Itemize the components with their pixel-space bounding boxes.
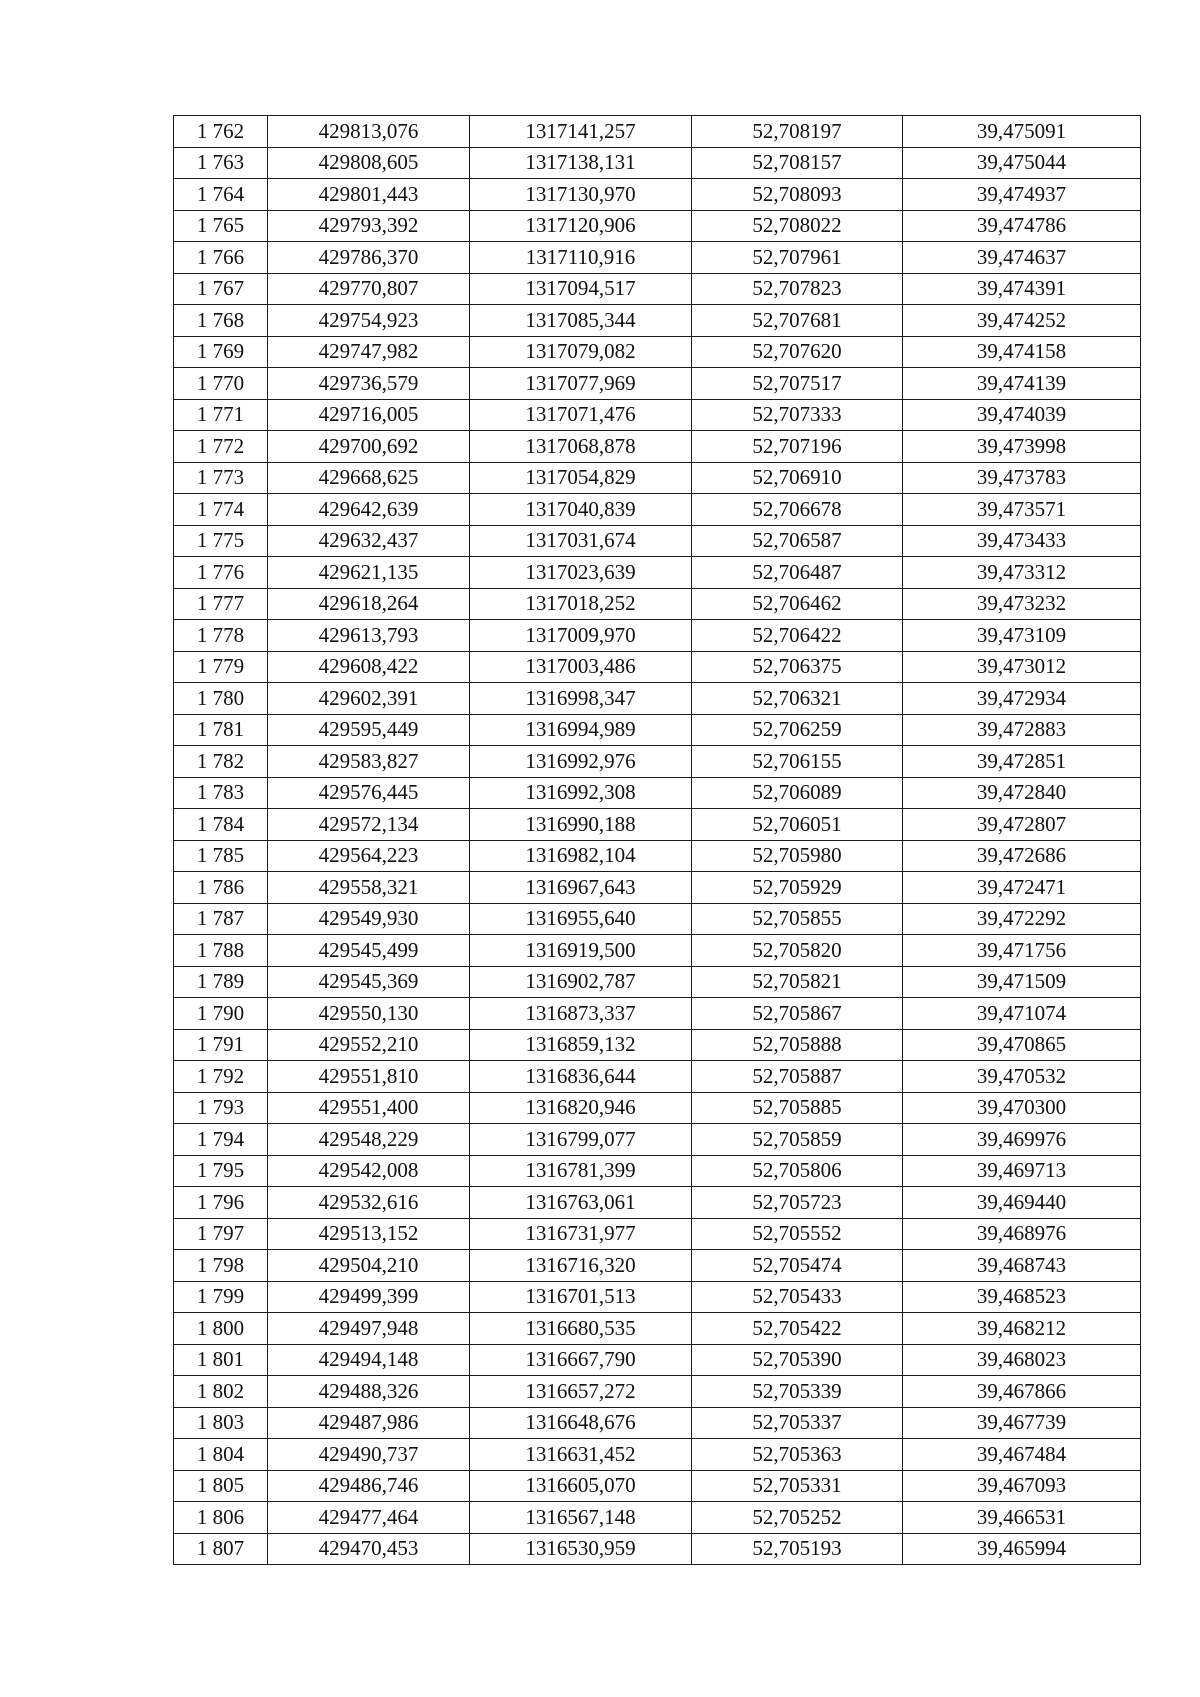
point-number-cell: 1 775 xyxy=(174,525,268,557)
longitude-cell: 39,471074 xyxy=(903,998,1141,1030)
latitude-cell: 52,707517 xyxy=(692,368,903,400)
x-coordinate-cell: 429497,948 xyxy=(268,1313,470,1345)
latitude-cell: 52,705363 xyxy=(692,1439,903,1471)
latitude-cell: 52,705859 xyxy=(692,1124,903,1156)
y-coordinate-cell: 1317071,476 xyxy=(470,399,692,431)
latitude-cell: 52,706422 xyxy=(692,620,903,652)
latitude-cell: 52,705422 xyxy=(692,1313,903,1345)
table-row xyxy=(174,935,1141,967)
longitude-cell: 39,470865 xyxy=(903,1029,1141,1061)
x-coordinate-cell: 429542,008 xyxy=(268,1155,470,1187)
x-coordinate-cell: 429545,499 xyxy=(268,935,470,967)
longitude-cell: 39,467093 xyxy=(903,1470,1141,1502)
table-row xyxy=(174,368,1141,400)
latitude-cell: 52,707681 xyxy=(692,305,903,337)
x-coordinate-cell: 429583,827 xyxy=(268,746,470,778)
table-row xyxy=(174,1218,1141,1250)
y-coordinate-cell: 1316859,132 xyxy=(470,1029,692,1061)
point-number-cell: 1 802 xyxy=(174,1376,268,1408)
y-coordinate-cell: 1316873,337 xyxy=(470,998,692,1030)
point-number-cell: 1 795 xyxy=(174,1155,268,1187)
point-number-cell: 1 779 xyxy=(174,651,268,683)
point-number-cell: 1 805 xyxy=(174,1470,268,1502)
point-number-cell: 1 807 xyxy=(174,1533,268,1565)
point-number-cell: 1 778 xyxy=(174,620,268,652)
point-number-cell: 1 794 xyxy=(174,1124,268,1156)
point-number-cell: 1 785 xyxy=(174,840,268,872)
table-row xyxy=(174,620,1141,652)
table-row xyxy=(174,1407,1141,1439)
table-row xyxy=(174,179,1141,211)
x-coordinate-cell: 429490,737 xyxy=(268,1439,470,1471)
x-coordinate-cell: 429552,210 xyxy=(268,1029,470,1061)
x-coordinate-cell: 429564,223 xyxy=(268,840,470,872)
longitude-cell: 39,472883 xyxy=(903,714,1141,746)
table-row xyxy=(174,1155,1141,1187)
y-coordinate-cell: 1316990,188 xyxy=(470,809,692,841)
latitude-cell: 52,707196 xyxy=(692,431,903,463)
table-row xyxy=(174,966,1141,998)
table-row xyxy=(174,1502,1141,1534)
y-coordinate-cell: 1316667,790 xyxy=(470,1344,692,1376)
y-coordinate-cell: 1316982,104 xyxy=(470,840,692,872)
longitude-cell: 39,469713 xyxy=(903,1155,1141,1187)
latitude-cell: 52,705929 xyxy=(692,872,903,904)
latitude-cell: 52,706678 xyxy=(692,494,903,526)
longitude-cell: 39,469440 xyxy=(903,1187,1141,1219)
point-number-cell: 1 768 xyxy=(174,305,268,337)
point-number-cell: 1 798 xyxy=(174,1250,268,1282)
table-row xyxy=(174,1250,1141,1282)
x-coordinate-cell: 429747,982 xyxy=(268,336,470,368)
y-coordinate-cell: 1316680,535 xyxy=(470,1313,692,1345)
y-coordinate-cell: 1317009,970 xyxy=(470,620,692,652)
longitude-cell: 39,472807 xyxy=(903,809,1141,841)
y-coordinate-cell: 1316763,061 xyxy=(470,1187,692,1219)
table-row xyxy=(174,840,1141,872)
x-coordinate-cell: 429532,616 xyxy=(268,1187,470,1219)
table-row xyxy=(174,1061,1141,1093)
table-row xyxy=(174,557,1141,589)
latitude-cell: 52,706462 xyxy=(692,588,903,620)
table-row xyxy=(174,1533,1141,1565)
table-row xyxy=(174,1470,1141,1502)
longitude-cell: 39,474786 xyxy=(903,210,1141,242)
point-number-cell: 1 801 xyxy=(174,1344,268,1376)
longitude-cell: 39,474637 xyxy=(903,242,1141,274)
longitude-cell: 39,468023 xyxy=(903,1344,1141,1376)
y-coordinate-cell: 1316998,347 xyxy=(470,683,692,715)
longitude-cell: 39,468212 xyxy=(903,1313,1141,1345)
longitude-cell: 39,467739 xyxy=(903,1407,1141,1439)
table-row xyxy=(174,242,1141,274)
longitude-cell: 39,473433 xyxy=(903,525,1141,557)
table-row xyxy=(174,651,1141,683)
table-row xyxy=(174,431,1141,463)
point-number-cell: 1 790 xyxy=(174,998,268,1030)
y-coordinate-cell: 1316631,452 xyxy=(470,1439,692,1471)
y-coordinate-cell: 1316955,640 xyxy=(470,903,692,935)
point-number-cell: 1 780 xyxy=(174,683,268,715)
table-row xyxy=(174,336,1141,368)
y-coordinate-cell: 1317068,878 xyxy=(470,431,692,463)
y-coordinate-cell: 1316567,148 xyxy=(470,1502,692,1534)
x-coordinate-cell: 429548,229 xyxy=(268,1124,470,1156)
x-coordinate-cell: 429801,443 xyxy=(268,179,470,211)
longitude-cell: 39,473109 xyxy=(903,620,1141,652)
table-row xyxy=(174,525,1141,557)
y-coordinate-cell: 1317079,082 xyxy=(470,336,692,368)
latitude-cell: 52,705867 xyxy=(692,998,903,1030)
latitude-cell: 52,705193 xyxy=(692,1533,903,1565)
y-coordinate-cell: 1317120,906 xyxy=(470,210,692,242)
longitude-cell: 39,467866 xyxy=(903,1376,1141,1408)
x-coordinate-cell: 429668,625 xyxy=(268,462,470,494)
point-number-cell: 1 773 xyxy=(174,462,268,494)
longitude-cell: 39,473571 xyxy=(903,494,1141,526)
longitude-cell: 39,465994 xyxy=(903,1533,1141,1565)
longitude-cell: 39,474039 xyxy=(903,399,1141,431)
point-number-cell: 1 804 xyxy=(174,1439,268,1471)
table-row xyxy=(174,683,1141,715)
table-row xyxy=(174,273,1141,305)
latitude-cell: 52,705390 xyxy=(692,1344,903,1376)
y-coordinate-cell: 1316967,643 xyxy=(470,872,692,904)
x-coordinate-cell: 429470,453 xyxy=(268,1533,470,1565)
x-coordinate-cell: 429770,807 xyxy=(268,273,470,305)
table-row xyxy=(174,1439,1141,1471)
y-coordinate-cell: 1316781,399 xyxy=(470,1155,692,1187)
table-row xyxy=(174,1187,1141,1219)
y-coordinate-cell: 1316657,272 xyxy=(470,1376,692,1408)
longitude-cell: 39,472471 xyxy=(903,872,1141,904)
latitude-cell: 52,707620 xyxy=(692,336,903,368)
latitude-cell: 52,707961 xyxy=(692,242,903,274)
latitude-cell: 52,706487 xyxy=(692,557,903,589)
x-coordinate-cell: 429551,810 xyxy=(268,1061,470,1093)
latitude-cell: 52,705855 xyxy=(692,903,903,935)
point-number-cell: 1 789 xyxy=(174,966,268,998)
y-coordinate-cell: 1317110,916 xyxy=(470,242,692,274)
longitude-cell: 39,475044 xyxy=(903,147,1141,179)
y-coordinate-cell: 1317141,257 xyxy=(470,116,692,148)
x-coordinate-cell: 429513,152 xyxy=(268,1218,470,1250)
point-number-cell: 1 774 xyxy=(174,494,268,526)
table-row xyxy=(174,777,1141,809)
table-row xyxy=(174,746,1141,778)
y-coordinate-cell: 1316716,320 xyxy=(470,1250,692,1282)
y-coordinate-cell: 1317130,970 xyxy=(470,179,692,211)
latitude-cell: 52,705820 xyxy=(692,935,903,967)
y-coordinate-cell: 1317003,486 xyxy=(470,651,692,683)
latitude-cell: 52,706089 xyxy=(692,777,903,809)
y-coordinate-cell: 1316992,308 xyxy=(470,777,692,809)
table-row xyxy=(174,305,1141,337)
point-number-cell: 1 783 xyxy=(174,777,268,809)
table-row xyxy=(174,1313,1141,1345)
table-row xyxy=(174,809,1141,841)
longitude-cell: 39,472934 xyxy=(903,683,1141,715)
latitude-cell: 52,705433 xyxy=(692,1281,903,1313)
point-number-cell: 1 787 xyxy=(174,903,268,935)
table-row xyxy=(174,998,1141,1030)
longitude-cell: 39,466531 xyxy=(903,1502,1141,1534)
latitude-cell: 52,705980 xyxy=(692,840,903,872)
y-coordinate-cell: 1317077,969 xyxy=(470,368,692,400)
point-number-cell: 1 792 xyxy=(174,1061,268,1093)
coordinates-table-body xyxy=(174,116,1141,1565)
coordinates-table xyxy=(173,115,1141,1565)
longitude-cell: 39,473783 xyxy=(903,462,1141,494)
table-row xyxy=(174,116,1141,148)
x-coordinate-cell: 429613,793 xyxy=(268,620,470,652)
x-coordinate-cell: 429551,400 xyxy=(268,1092,470,1124)
y-coordinate-cell: 1317138,131 xyxy=(470,147,692,179)
longitude-cell: 39,474252 xyxy=(903,305,1141,337)
x-coordinate-cell: 429618,264 xyxy=(268,588,470,620)
table-row xyxy=(174,147,1141,179)
table-row xyxy=(174,399,1141,431)
latitude-cell: 52,707333 xyxy=(692,399,903,431)
latitude-cell: 52,708157 xyxy=(692,147,903,179)
table-row xyxy=(174,1376,1141,1408)
longitude-cell: 39,473232 xyxy=(903,588,1141,620)
point-number-cell: 1 796 xyxy=(174,1187,268,1219)
x-coordinate-cell: 429736,579 xyxy=(268,368,470,400)
table-row xyxy=(174,210,1141,242)
table-row xyxy=(174,714,1141,746)
latitude-cell: 52,707823 xyxy=(692,273,903,305)
point-number-cell: 1 806 xyxy=(174,1502,268,1534)
longitude-cell: 39,468976 xyxy=(903,1218,1141,1250)
latitude-cell: 52,706375 xyxy=(692,651,903,683)
x-coordinate-cell: 429494,148 xyxy=(268,1344,470,1376)
y-coordinate-cell: 1317023,639 xyxy=(470,557,692,589)
point-number-cell: 1 800 xyxy=(174,1313,268,1345)
longitude-cell: 39,475091 xyxy=(903,116,1141,148)
latitude-cell: 52,708197 xyxy=(692,116,903,148)
point-number-cell: 1 797 xyxy=(174,1218,268,1250)
latitude-cell: 52,705331 xyxy=(692,1470,903,1502)
x-coordinate-cell: 429642,639 xyxy=(268,494,470,526)
x-coordinate-cell: 429716,005 xyxy=(268,399,470,431)
longitude-cell: 39,470300 xyxy=(903,1092,1141,1124)
latitude-cell: 52,706587 xyxy=(692,525,903,557)
x-coordinate-cell: 429608,422 xyxy=(268,651,470,683)
point-number-cell: 1 799 xyxy=(174,1281,268,1313)
point-number-cell: 1 770 xyxy=(174,368,268,400)
x-coordinate-cell: 429602,391 xyxy=(268,683,470,715)
x-coordinate-cell: 429572,134 xyxy=(268,809,470,841)
table-row xyxy=(174,1124,1141,1156)
x-coordinate-cell: 429487,986 xyxy=(268,1407,470,1439)
y-coordinate-cell: 1316902,787 xyxy=(470,966,692,998)
y-coordinate-cell: 1317054,829 xyxy=(470,462,692,494)
longitude-cell: 39,468523 xyxy=(903,1281,1141,1313)
y-coordinate-cell: 1316919,500 xyxy=(470,935,692,967)
longitude-cell: 39,474139 xyxy=(903,368,1141,400)
y-coordinate-cell: 1317040,839 xyxy=(470,494,692,526)
x-coordinate-cell: 429595,449 xyxy=(268,714,470,746)
point-number-cell: 1 788 xyxy=(174,935,268,967)
x-coordinate-cell: 429786,370 xyxy=(268,242,470,274)
point-number-cell: 1 767 xyxy=(174,273,268,305)
latitude-cell: 52,705806 xyxy=(692,1155,903,1187)
longitude-cell: 39,474937 xyxy=(903,179,1141,211)
latitude-cell: 52,705474 xyxy=(692,1250,903,1282)
y-coordinate-cell: 1316799,077 xyxy=(470,1124,692,1156)
latitude-cell: 52,706155 xyxy=(692,746,903,778)
latitude-cell: 52,705723 xyxy=(692,1187,903,1219)
point-number-cell: 1 777 xyxy=(174,588,268,620)
latitude-cell: 52,705339 xyxy=(692,1376,903,1408)
x-coordinate-cell: 429486,746 xyxy=(268,1470,470,1502)
point-number-cell: 1 765 xyxy=(174,210,268,242)
latitude-cell: 52,705552 xyxy=(692,1218,903,1250)
table-row xyxy=(174,1344,1141,1376)
latitude-cell: 52,708022 xyxy=(692,210,903,242)
longitude-cell: 39,472292 xyxy=(903,903,1141,935)
x-coordinate-cell: 429549,930 xyxy=(268,903,470,935)
longitude-cell: 39,472840 xyxy=(903,777,1141,809)
table-row xyxy=(174,872,1141,904)
longitude-cell: 39,474158 xyxy=(903,336,1141,368)
x-coordinate-cell: 429558,321 xyxy=(268,872,470,904)
table-row xyxy=(174,1029,1141,1061)
table-row xyxy=(174,903,1141,935)
point-number-cell: 1 764 xyxy=(174,179,268,211)
longitude-cell: 39,470532 xyxy=(903,1061,1141,1093)
x-coordinate-cell: 429499,399 xyxy=(268,1281,470,1313)
y-coordinate-cell: 1316994,989 xyxy=(470,714,692,746)
x-coordinate-cell: 429504,210 xyxy=(268,1250,470,1282)
table-row xyxy=(174,494,1141,526)
latitude-cell: 52,705337 xyxy=(692,1407,903,1439)
point-number-cell: 1 781 xyxy=(174,714,268,746)
y-coordinate-cell: 1316992,976 xyxy=(470,746,692,778)
longitude-cell: 39,467484 xyxy=(903,1439,1141,1471)
longitude-cell: 39,469976 xyxy=(903,1124,1141,1156)
x-coordinate-cell: 429793,392 xyxy=(268,210,470,242)
longitude-cell: 39,473998 xyxy=(903,431,1141,463)
point-number-cell: 1 762 xyxy=(174,116,268,148)
point-number-cell: 1 766 xyxy=(174,242,268,274)
point-number-cell: 1 784 xyxy=(174,809,268,841)
longitude-cell: 39,474391 xyxy=(903,273,1141,305)
latitude-cell: 52,705887 xyxy=(692,1061,903,1093)
longitude-cell: 39,473012 xyxy=(903,651,1141,683)
latitude-cell: 52,706321 xyxy=(692,683,903,715)
latitude-cell: 52,705821 xyxy=(692,966,903,998)
table-row xyxy=(174,588,1141,620)
longitude-cell: 39,468743 xyxy=(903,1250,1141,1282)
longitude-cell: 39,471509 xyxy=(903,966,1141,998)
latitude-cell: 52,705885 xyxy=(692,1092,903,1124)
y-coordinate-cell: 1317031,674 xyxy=(470,525,692,557)
y-coordinate-cell: 1316836,644 xyxy=(470,1061,692,1093)
point-number-cell: 1 763 xyxy=(174,147,268,179)
x-coordinate-cell: 429754,923 xyxy=(268,305,470,337)
point-number-cell: 1 786 xyxy=(174,872,268,904)
point-number-cell: 1 771 xyxy=(174,399,268,431)
x-coordinate-cell: 429545,369 xyxy=(268,966,470,998)
longitude-cell: 39,472686 xyxy=(903,840,1141,872)
x-coordinate-cell: 429621,135 xyxy=(268,557,470,589)
table-row xyxy=(174,462,1141,494)
point-number-cell: 1 776 xyxy=(174,557,268,589)
y-coordinate-cell: 1317085,344 xyxy=(470,305,692,337)
y-coordinate-cell: 1317094,517 xyxy=(470,273,692,305)
longitude-cell: 39,473312 xyxy=(903,557,1141,589)
y-coordinate-cell: 1316530,959 xyxy=(470,1533,692,1565)
latitude-cell: 52,706259 xyxy=(692,714,903,746)
latitude-cell: 52,705888 xyxy=(692,1029,903,1061)
y-coordinate-cell: 1316701,513 xyxy=(470,1281,692,1313)
point-number-cell: 1 772 xyxy=(174,431,268,463)
x-coordinate-cell: 429700,692 xyxy=(268,431,470,463)
x-coordinate-cell: 429488,326 xyxy=(268,1376,470,1408)
point-number-cell: 1 793 xyxy=(174,1092,268,1124)
point-number-cell: 1 803 xyxy=(174,1407,268,1439)
latitude-cell: 52,705252 xyxy=(692,1502,903,1534)
x-coordinate-cell: 429632,437 xyxy=(268,525,470,557)
longitude-cell: 39,471756 xyxy=(903,935,1141,967)
y-coordinate-cell: 1316605,070 xyxy=(470,1470,692,1502)
latitude-cell: 52,706910 xyxy=(692,462,903,494)
point-number-cell: 1 791 xyxy=(174,1029,268,1061)
table-row xyxy=(174,1092,1141,1124)
x-coordinate-cell: 429550,130 xyxy=(268,998,470,1030)
y-coordinate-cell: 1316731,977 xyxy=(470,1218,692,1250)
x-coordinate-cell: 429477,464 xyxy=(268,1502,470,1534)
y-coordinate-cell: 1317018,252 xyxy=(470,588,692,620)
latitude-cell: 52,708093 xyxy=(692,179,903,211)
x-coordinate-cell: 429576,445 xyxy=(268,777,470,809)
y-coordinate-cell: 1316820,946 xyxy=(470,1092,692,1124)
y-coordinate-cell: 1316648,676 xyxy=(470,1407,692,1439)
x-coordinate-cell: 429808,605 xyxy=(268,147,470,179)
longitude-cell: 39,472851 xyxy=(903,746,1141,778)
point-number-cell: 1 782 xyxy=(174,746,268,778)
latitude-cell: 52,706051 xyxy=(692,809,903,841)
point-number-cell: 1 769 xyxy=(174,336,268,368)
x-coordinate-cell: 429813,076 xyxy=(268,116,470,148)
table-row xyxy=(174,1281,1141,1313)
